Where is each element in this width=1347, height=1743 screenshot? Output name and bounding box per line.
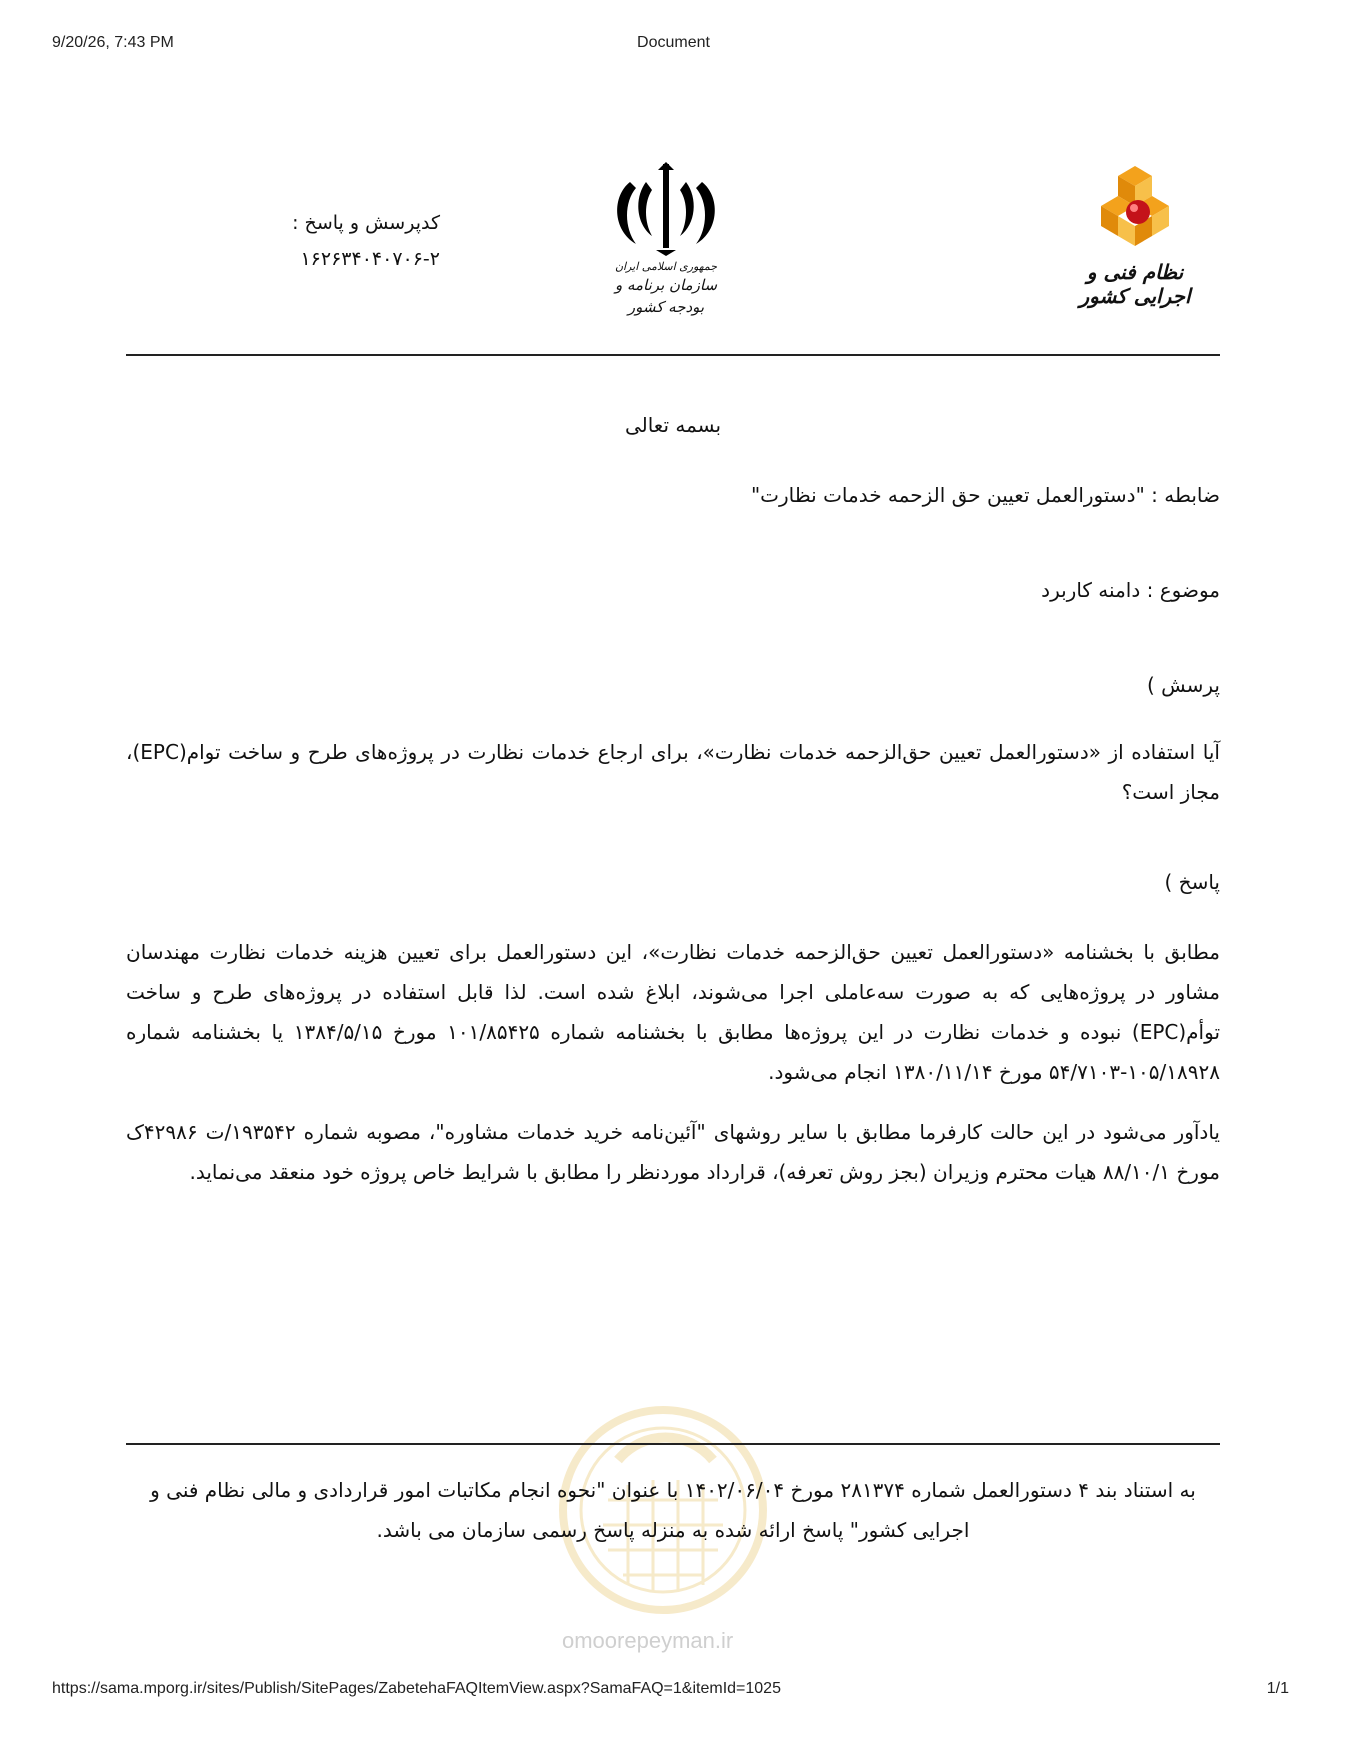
answer-label: پاسخ ) — [1164, 870, 1220, 894]
nezam-fanni-logo — [1060, 160, 1210, 308]
answer-text: مطابق با بخشنامه «دستورالعمل تعیین حق‌الزحمه خدمات نظارت»، این دستورالعمل برای تعیین هزینه خدمات نظارت مهندسان مشاور در پروژه‌هایی که به صورت سه‌عاملی اجرا می‌شوند، ابلاغ شده است. لذا قابل استفاده در پروژه‌های طرح و ساخت توأم(EPC) نبوده و خدمات نظارت در این پروژه‌ها مطابق با بخشنامه شماره ۱۰۱/۸۵۴۲۵ مورخ ۱۳۸۴/۵/۱۵ یا بخشنامه شماره ۱۰۵/۱۸۹۲۸-۵۴/۷۱۰۳ مورخ ۱۳۸۰/۱۱/۱۴ انجام می‌شود. — [126, 940, 1221, 1084]
question-code-label: کدپرسش و پاسخ : — [292, 212, 440, 234]
cube-emblem-icon — [1060, 160, 1210, 250]
footer-divider — [126, 1443, 1220, 1445]
regulation-title: ضابطه : "دستورالعمل تعیین حق الزحمه خدمات نظارت" — [750, 483, 1220, 507]
reminder-text: یادآور می‌شود در این حالت کارفرما مطابق با سایر روشهای "آئین‌نامه خرید خدمات مشاوره"، مصوبه شماره ۱۹۳۵۴۲/ت ۴۲۹۸۶ک مورخ ۸۸/۱۰/۱ هیات محترم وزیران (بجز روش تعرفه)، قرارداد مورد‌نظر را مطابق با شرایط خاص پروژه خود منعقد می‌نماید. — [126, 1120, 1220, 1184]
question-label: پرسش ) — [1146, 673, 1220, 697]
print-page-number: 1/1 — [1266, 1680, 1289, 1697]
print-datetime: 9/20/26, 7:43 PM — [52, 34, 174, 51]
watermark-text: omoorepeyman.ir — [562, 1628, 734, 1653]
question-code-block — [240, 205, 440, 277]
subject-line: موضوع : دامنه کاربرد — [1041, 578, 1220, 602]
pbo-logo-line1: جمهوری اسلامی ایران — [614, 260, 718, 273]
question-text: آیا استفاده از «دستورالعمل تعیین حق‌الزحمه خدمات نظارت»، برای ارجاع خدمات نظارت در پروژه‌های طرح و ساخت توام(EPC)، مجاز است؟ — [126, 740, 1220, 804]
print-document-title: Document — [637, 34, 710, 51]
question-code-value: ۱۶۲۶۳۴۰۴۰۷۰۶-۲ — [300, 248, 440, 270]
header-divider — [126, 354, 1220, 356]
official-answer-note: به استناد بند ۴ دستورالعمل شماره ۲۸۱۳۷۴ مورخ ۱۴۰۲/۰۶/۰۴ با عنوان "نحوه انجام مکاتبات امور قراردادی و مالی نظام فنی و اجرایی کشور" پاسخ ارائه شده به منزله پاسخ رسمی سازمان می باشد. — [150, 1478, 1196, 1542]
pbo-logo — [606, 160, 726, 316]
bismillah-heading: بسمه تعالی — [624, 413, 722, 437]
pbo-logo-line2: سازمان برنامه و بودجه کشور — [614, 276, 718, 316]
nezam-fanni-logo-text: نظام فنی و اجرایی کشور — [1079, 260, 1191, 308]
print-url: https://sama.mporg.ir/sites/Publish/SitePages/ZabetehaFAQItemView.aspx?SamaFAQ=1&itemId=1025 — [52, 1680, 781, 1697]
iran-emblem-icon — [606, 160, 726, 256]
